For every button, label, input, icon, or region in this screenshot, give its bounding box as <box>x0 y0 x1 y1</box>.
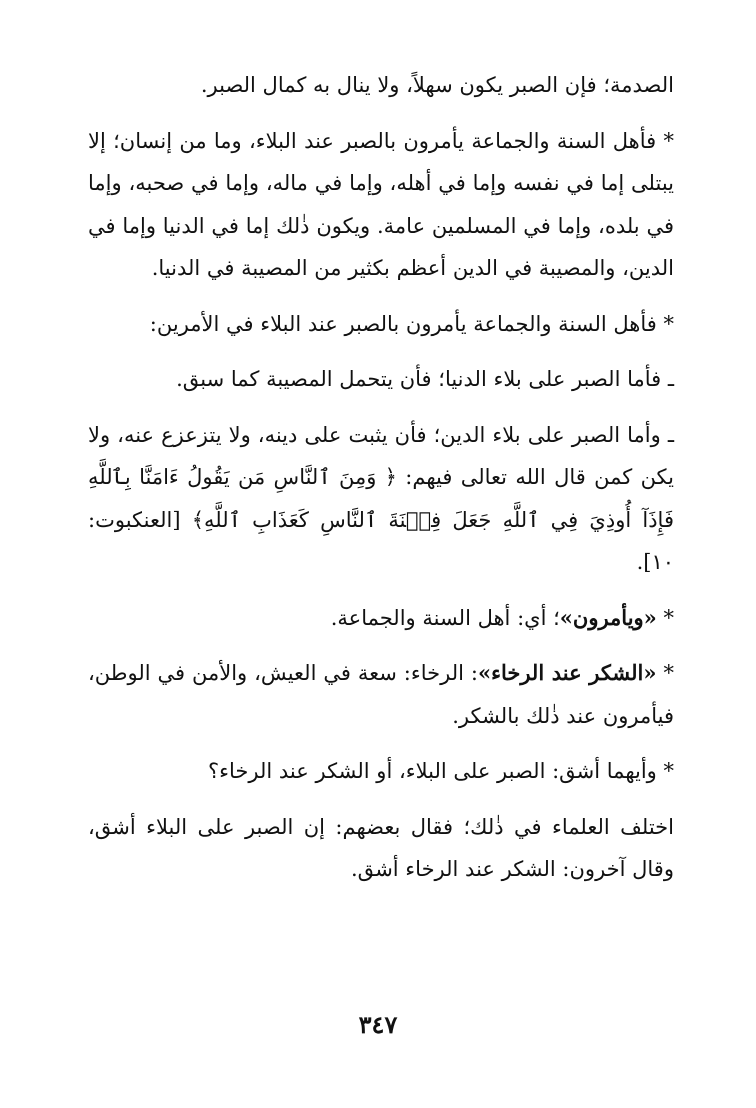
page-body <box>88 64 674 904</box>
paragraph-7-text: : الرخاء: سعة في العيش، والأمن في الوطن، فيأمرون عند ذٰلك بالشكر. <box>88 661 674 728</box>
paragraph-5 <box>88 414 674 584</box>
paragraph-6-text: ؛ أي: أهل السنة والجماعة. <box>330 605 560 630</box>
paragraph-3: * فأهل السنة والجماعة يأمرون بالصبر عند البلاء في الأمرين: <box>149 311 674 336</box>
paragraph-7 <box>88 652 674 737</box>
paragraph-6 <box>88 597 674 640</box>
paragraph-4: ـ فأما الصبر على بلاء الدنيا؛ فأن يتحمل المصيبة كما سبق. <box>176 367 674 391</box>
paragraph-5-text: ـ وأما الصبر على بلاء الدين؛ فأن يثبت على دينه، ولا يتزعزع عنه، ولا يكن كمن قال الله تعالى فيهم: <box>88 422 674 489</box>
paragraph-9: اختلف العلماء في ذٰلك؛ فقال بعضهم: إن الصبر على البلاء أشق، وقال آخرون: الشكر عند الرخاء أشق. <box>88 814 674 881</box>
paragraph-8: * وأيهما أشق: الصبر على البلاء، أو الشكر عند الرخاء؟ <box>208 759 674 783</box>
quran-verse: ﴿ وَمِنَ ٱلنَّاسِ مَن يَقُولُ ءَامَنَّا بِٱللَّهِ فَإِذَآ أُوذِيَ فِي ٱللَّهِ جَعَلَ فِتۡنَةَ ٱلنَّاسِ كَعَذَابِ ٱللَّهِ﴾ <box>88 465 674 532</box>
paragraph-7-term: «الشكر عند الرخاء» <box>477 660 657 685</box>
page-number: ٣٤٧ <box>358 1010 398 1039</box>
verse-reference: [العنكبوت: ١٠]. <box>88 507 674 574</box>
paragraph-6-star: * <box>656 605 674 630</box>
paragraph-2: * فأهل السنة والجماعة يأمرون بالصبر عند البلاء، وما من إنسان؛ إلا يبتلى إما في نفسه وإما في أهله، وإما في ماله، وإما في صحبه، وإما في بلده، وإما في المسلمين عامة. ويكون ذٰلك إما في الدنيا وإما في الدين، والمصيبة في الدين أعظم بكثير من المصيبة في الدنيا. <box>88 128 674 280</box>
paragraph-7-star: * <box>656 661 674 685</box>
paragraph-1: الصدمة؛ فإن الصبر يكون سهلاً، ولا ينال به كمال الصبر. <box>200 73 674 97</box>
paragraph-6-term: «ويأمرون» <box>559 604 657 630</box>
